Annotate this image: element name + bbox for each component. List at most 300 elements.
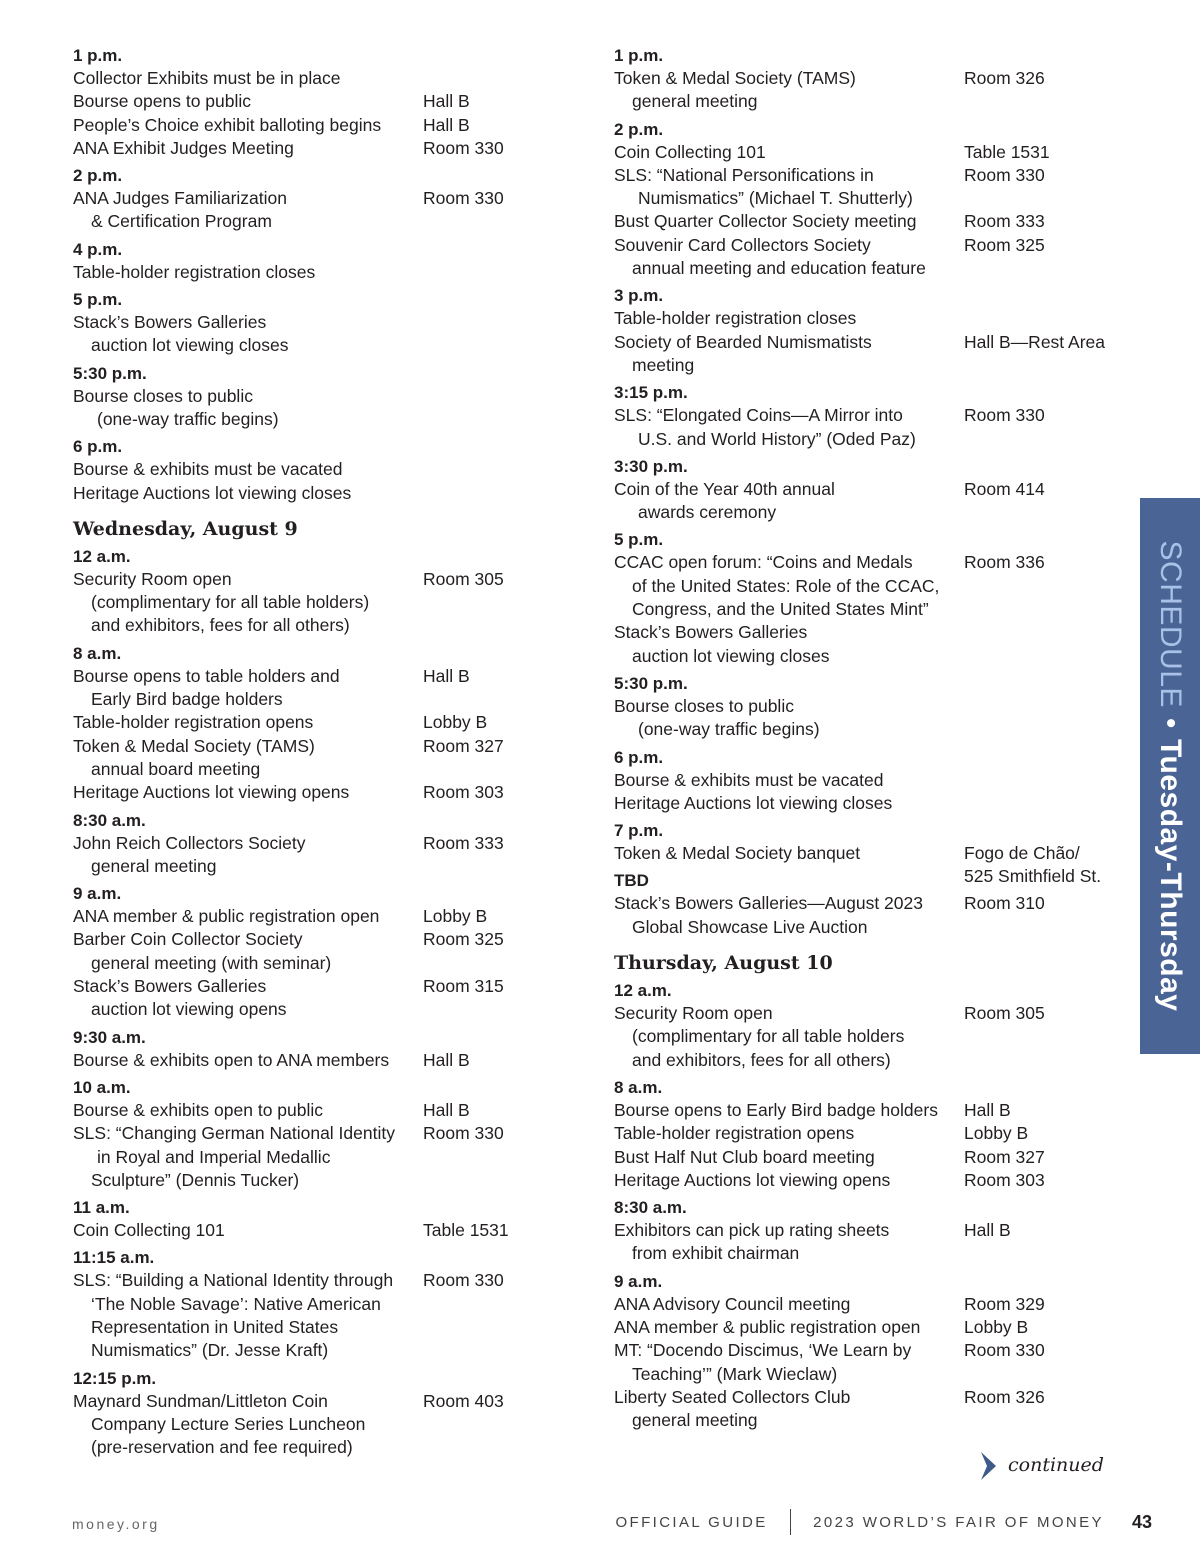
event-line: (one-way traffic begins) <box>97 408 279 429</box>
event-line: Bourse & exhibits open to ANA members <box>73 1049 390 1070</box>
footer-event: 2023 WORLD’S FAIR OF MONEY <box>813 1513 1104 1531</box>
event-line: auction lot viewing opens <box>91 999 287 1020</box>
event-line: Teaching’” (Mark Wieclaw) <box>632 1363 838 1384</box>
event-line: (pre-reservation and fee required) <box>91 1437 353 1458</box>
schedule-entry <box>73 568 543 638</box>
event-description <box>614 210 964 233</box>
event-description <box>73 905 423 928</box>
event-line: Congress, and the United States Mint” <box>632 599 929 620</box>
event-line: (complimentary for all table holders) <box>91 592 370 613</box>
time-heading: 2 p.m. <box>614 119 664 139</box>
schedule-entry <box>614 1099 1114 1122</box>
event-location <box>423 905 487 928</box>
schedule-entry <box>614 478 1114 525</box>
schedule-entry <box>73 311 543 358</box>
event-location <box>423 1219 509 1242</box>
event-line: MT: “Docendo Discimus, ‘We Learn by <box>614 1340 912 1361</box>
schedule-entry <box>614 792 1114 815</box>
event-line: ANA Exhibit Judges Meeting <box>73 137 294 158</box>
event-description <box>614 404 964 451</box>
event-line: Heritage Auctions lot viewing opens <box>614 1169 891 1190</box>
schedule-entry <box>614 1146 1114 1169</box>
event-description <box>73 261 423 284</box>
schedule-entry <box>73 665 543 712</box>
event-line: Token & Medal Society (TAMS) <box>73 735 315 756</box>
schedule-entry <box>73 1390 543 1460</box>
location-line: Lobby B <box>423 906 488 927</box>
location-line: Room 330 <box>964 164 1045 185</box>
event-line: Coin of the Year 40th annual <box>614 478 835 499</box>
event-location <box>964 1293 1045 1316</box>
event-line: (one-way traffic begins) <box>638 719 820 740</box>
event-line: Company Lecture Series Luncheon <box>91 1413 366 1434</box>
event-location <box>964 551 1045 574</box>
event-description <box>614 307 964 330</box>
chevron-right-icon <box>978 1450 1000 1482</box>
location-line: Hall B <box>423 665 470 686</box>
location-line: Lobby B <box>964 1123 1029 1144</box>
location-line: Hall B <box>423 1049 470 1070</box>
schedule-entry <box>614 404 1114 451</box>
schedule-entry <box>73 187 543 234</box>
event-line: annual board meeting <box>91 758 261 779</box>
event-location <box>423 928 504 951</box>
location-line: Room 336 <box>964 552 1045 573</box>
schedule-entry <box>614 307 1114 330</box>
event-line: CCAC open forum: “Coins and Medals <box>614 552 913 573</box>
event-location <box>423 735 504 758</box>
event-location <box>423 568 504 591</box>
event-description <box>73 1269 423 1362</box>
event-line: Coin Collecting 101 <box>73 1220 225 1241</box>
event-line: general meeting <box>632 1410 758 1431</box>
schedule-entry <box>73 458 543 481</box>
location-line: Hall B <box>423 1099 470 1120</box>
event-description <box>614 1122 964 1145</box>
event-location <box>423 1122 504 1145</box>
location-line: Table 1531 <box>423 1220 509 1241</box>
time-heading: 12 a.m. <box>73 546 131 566</box>
location-line: Room 327 <box>423 735 504 756</box>
event-line: auction lot viewing closes <box>91 335 289 356</box>
event-location <box>964 164 1045 187</box>
event-description <box>614 842 964 865</box>
schedule-entry <box>73 1049 543 1072</box>
event-description <box>73 711 423 734</box>
event-line: in Royal and Imperial Medallic <box>97 1146 331 1167</box>
location-line: Room 330 <box>423 188 504 209</box>
event-description <box>614 1293 964 1316</box>
event-line: Heritage Auctions lot viewing closes <box>614 792 893 813</box>
event-description <box>73 781 423 804</box>
section-tab-separator: • <box>1154 717 1187 729</box>
event-location <box>423 137 504 160</box>
event-location <box>964 1386 1045 1409</box>
location-line: Room 414 <box>964 478 1045 499</box>
footer-publication <box>615 1508 1152 1536</box>
event-line: Global Showcase Live Auction <box>632 916 868 937</box>
time-heading: 3:30 p.m. <box>614 456 688 476</box>
location-line: Room 315 <box>423 976 504 997</box>
location-line: Room 325 <box>964 234 1045 255</box>
event-description <box>73 1390 423 1460</box>
schedule-column-left <box>73 44 543 1459</box>
event-description <box>614 1339 964 1386</box>
event-description <box>614 478 964 525</box>
location-line: Room 330 <box>423 1270 504 1291</box>
footer-guide: OFFICIAL GUIDE <box>615 1513 768 1531</box>
event-line: Table-holder registration opens <box>73 712 314 733</box>
event-location <box>964 331 1105 354</box>
location-line: Room 305 <box>964 1003 1045 1024</box>
location-line: Room 330 <box>423 137 504 158</box>
schedule-entry <box>73 67 543 90</box>
location-line: Fogo de Chão/ <box>964 843 1080 864</box>
event-description <box>73 832 423 879</box>
location-line: Hall B—Rest Area <box>964 331 1106 352</box>
schedule-entry <box>614 892 1114 939</box>
event-line: Maynard Sundman/Littleton Coin <box>73 1390 328 1411</box>
location-line: Room 330 <box>964 405 1045 426</box>
location-line: Room 329 <box>964 1293 1045 1314</box>
schedule-entry <box>614 1386 1114 1433</box>
time-heading: 10 a.m. <box>73 1077 131 1097</box>
event-description <box>614 1169 964 1192</box>
location-line: Room 333 <box>964 211 1045 232</box>
event-line: general meeting <box>632 91 758 112</box>
event-description <box>614 1219 964 1266</box>
schedule-entry <box>614 210 1114 233</box>
event-line: Stack’s Bowers Galleries <box>73 312 267 333</box>
schedule-entry <box>73 114 543 137</box>
schedule-entry <box>73 482 543 505</box>
event-line: Bourse opens to Early Bird badge holders <box>614 1099 938 1120</box>
event-line: ANA member & public registration open <box>614 1316 921 1337</box>
event-location <box>423 1269 504 1292</box>
location-line: Table 1531 <box>964 141 1050 162</box>
event-description <box>73 975 423 1022</box>
section-tab-days: Tuesday-Thursday <box>1154 738 1187 1012</box>
schedule-entry <box>614 164 1114 211</box>
event-line: ANA Judges Familiarization <box>73 188 287 209</box>
location-line: 525 Smithfield St. <box>964 866 1102 887</box>
event-location <box>964 141 1050 164</box>
event-location <box>964 892 1045 915</box>
event-description <box>73 1049 423 1072</box>
event-location <box>964 842 1101 889</box>
event-description <box>73 735 423 782</box>
event-line: Bourse & exhibits must be vacated <box>614 769 884 790</box>
time-heading: 12 a.m. <box>614 981 672 1001</box>
time-heading: 8:30 a.m. <box>73 810 146 830</box>
time-heading: 2 p.m. <box>73 166 123 186</box>
schedule-entry <box>73 1122 543 1192</box>
schedule-entry <box>614 141 1114 164</box>
location-line: Room 330 <box>964 1340 1045 1361</box>
event-line: Token & Medal Society banquet <box>614 843 861 864</box>
event-line: awards ceremony <box>638 502 777 523</box>
location-line: Hall B <box>423 114 470 135</box>
event-line: annual meeting and education feature <box>632 258 926 279</box>
event-description <box>73 385 423 432</box>
event-line: SLS: “Elongated Coins—A Mirror into <box>614 405 903 426</box>
event-line: Liberty Seated Collectors Club <box>614 1386 851 1407</box>
event-line: auction lot viewing closes <box>632 645 830 666</box>
time-heading: 11:15 a.m. <box>73 1248 155 1268</box>
event-location <box>423 1099 470 1122</box>
location-line: Lobby B <box>964 1316 1029 1337</box>
schedule-entry <box>614 695 1114 742</box>
event-description <box>73 1122 423 1192</box>
time-heading: 9 a.m. <box>73 884 122 904</box>
event-line: Heritage Auctions lot viewing closes <box>73 482 352 503</box>
event-line: (complimentary for all table holders <box>632 1026 905 1047</box>
event-line: of the United States: Role of the CCAC, <box>632 575 940 596</box>
event-location <box>423 1049 470 1072</box>
event-location <box>423 665 470 688</box>
event-location <box>964 1316 1028 1339</box>
time-heading: 5 p.m. <box>614 530 664 550</box>
event-line: Bourse opens to table holders and <box>73 665 340 686</box>
event-description <box>73 114 423 137</box>
event-description <box>614 695 964 742</box>
event-description <box>73 187 423 234</box>
schedule-entry <box>614 1316 1114 1339</box>
event-description <box>614 1146 964 1169</box>
event-line: Token & Medal Society (TAMS) <box>614 68 856 88</box>
schedule-entry <box>73 975 543 1022</box>
event-line: ANA Advisory Council meeting <box>614 1293 851 1314</box>
schedule-entry <box>614 1339 1114 1386</box>
event-line: Table-holder registration closes <box>73 261 316 282</box>
event-line: U.S. and World History” (Oded Paz) <box>638 428 916 449</box>
event-location <box>964 404 1045 427</box>
continued-label: continued <box>1008 1454 1104 1476</box>
location-line: Hall B <box>964 1220 1011 1241</box>
location-line: Hall B <box>423 91 470 112</box>
schedule-entry <box>73 261 543 284</box>
event-description <box>614 1002 964 1072</box>
event-description <box>73 137 423 160</box>
location-line: Room 326 <box>964 68 1045 88</box>
event-line: from exhibit chairman <box>632 1243 800 1264</box>
event-line: John Reich Collectors Society <box>73 832 306 853</box>
time-heading: 9:30 a.m. <box>73 1027 146 1047</box>
time-heading: 8 a.m. <box>73 643 122 663</box>
time-heading: 6 p.m. <box>614 747 664 767</box>
event-description <box>614 621 964 668</box>
schedule-entry <box>73 137 543 160</box>
event-location <box>964 1339 1045 1362</box>
event-line: Stack’s Bowers Galleries <box>73 976 267 997</box>
event-description <box>73 311 423 358</box>
event-line: Heritage Auctions lot viewing opens <box>73 782 350 803</box>
section-tab-label <box>1153 541 1187 1012</box>
event-line: ‘The Noble Savage’: Native American <box>91 1293 381 1314</box>
event-line: Society of Bearded Numismatists <box>614 331 872 352</box>
time-heading: 11 a.m. <box>73 1198 130 1218</box>
time-heading: 5:30 p.m. <box>614 673 688 693</box>
event-description <box>73 67 423 90</box>
event-location <box>964 1122 1028 1145</box>
event-location <box>423 832 504 855</box>
time-heading: 8 a.m. <box>614 1077 663 1097</box>
event-line: Bourse & exhibits open to public <box>73 1099 324 1120</box>
time-heading: 9 a.m. <box>614 1271 663 1291</box>
event-line: Exhibitors can pick up rating sheets <box>614 1220 890 1241</box>
schedule-entry <box>614 1219 1114 1266</box>
schedule-entry <box>73 90 543 113</box>
event-location <box>423 187 504 210</box>
schedule-entry <box>614 1122 1114 1145</box>
event-line: Bourse closes to public <box>614 695 794 716</box>
schedule-entry <box>73 1219 543 1242</box>
event-line: SLS: “Building a National Identity through <box>73 1270 394 1291</box>
schedule-column-right <box>614 44 1114 1432</box>
footer-website: money.org <box>72 1516 160 1532</box>
schedule-entry <box>614 769 1114 792</box>
event-line: Bourse opens to public <box>73 91 252 112</box>
event-description <box>614 1386 964 1433</box>
schedule-entry <box>73 385 543 432</box>
event-location <box>964 67 1045 90</box>
time-heading: 6 p.m. <box>73 437 123 457</box>
event-line: and exhibitors, fees for all others) <box>91 615 350 636</box>
schedule-entry <box>614 331 1114 378</box>
event-line: Table-holder registration opens <box>614 1123 855 1144</box>
event-line: Security Room open <box>73 568 232 589</box>
event-location <box>423 90 470 113</box>
time-heading: 1 p.m. <box>73 46 123 65</box>
event-description <box>73 568 423 638</box>
time-heading: 4 p.m. <box>73 239 123 259</box>
event-line: Numismatics” (Dr. Jesse Kraft) <box>91 1340 329 1361</box>
time-heading: 5:30 p.m. <box>73 363 147 383</box>
event-location <box>964 478 1045 501</box>
location-line: Room 303 <box>964 1169 1045 1190</box>
location-line: Room 327 <box>964 1146 1045 1167</box>
time-heading: 7 p.m. <box>614 821 664 841</box>
schedule-entry <box>73 781 543 804</box>
event-description <box>614 892 964 939</box>
event-line: Sculpture” (Dennis Tucker) <box>91 1169 300 1190</box>
event-line: Barber Coin Collector Society <box>73 929 303 950</box>
day-heading: Wednesday, August 9 <box>73 517 298 540</box>
event-line: Coin Collecting 101 <box>614 141 766 162</box>
time-heading: TBD <box>614 871 649 891</box>
event-line: Souvenir Card Collectors Society <box>614 234 871 255</box>
location-line: Room 310 <box>964 893 1045 914</box>
footer-divider <box>790 1509 792 1535</box>
event-line: and exhibitors, fees for all others) <box>632 1049 891 1070</box>
event-location <box>964 1146 1045 1169</box>
event-line: Bust Quarter Collector Society meeting <box>614 211 917 232</box>
event-location <box>964 1219 1011 1242</box>
schedule-entry <box>614 67 1114 114</box>
event-location <box>423 114 470 137</box>
event-line: Security Room open <box>614 1003 773 1024</box>
event-description <box>73 90 423 113</box>
event-line: general meeting <box>91 855 217 876</box>
time-heading: 8:30 a.m. <box>614 1198 687 1218</box>
schedule-entry <box>73 1099 543 1122</box>
event-line: Numismatics” (Michael T. Shutterly) <box>638 188 913 209</box>
event-location <box>423 711 487 734</box>
event-line: Stack’s Bowers Galleries <box>614 622 808 643</box>
schedule-entry <box>614 1002 1114 1072</box>
event-description <box>614 141 964 164</box>
schedule-entry <box>73 1269 543 1362</box>
location-line: Room 325 <box>423 929 504 950</box>
event-description <box>614 164 964 211</box>
event-description <box>614 67 964 114</box>
event-line: Collector Exhibits must be in place <box>73 68 341 88</box>
location-line: Room 326 <box>964 1386 1045 1407</box>
event-location <box>964 210 1045 233</box>
event-line: Bourse & exhibits must be vacated <box>73 459 343 480</box>
event-location <box>423 975 504 998</box>
event-description <box>73 1219 423 1242</box>
schedule-entry <box>73 735 543 782</box>
location-line: Room 303 <box>423 782 504 803</box>
event-line: general meeting (with seminar) <box>91 952 332 973</box>
event-location <box>423 1390 504 1413</box>
time-heading: 3:15 p.m. <box>614 383 688 403</box>
event-description <box>614 331 964 378</box>
event-line: Representation in United States <box>91 1316 339 1337</box>
event-description <box>614 551 964 621</box>
location-line: Room 403 <box>423 1390 504 1411</box>
event-line: People’s Choice exhibit balloting begins <box>73 114 382 135</box>
event-description <box>614 792 964 815</box>
event-line: Bust Half Nut Club board meeting <box>614 1146 875 1167</box>
time-heading: 3 p.m. <box>614 286 664 306</box>
time-heading: 1 p.m. <box>614 46 664 65</box>
event-description <box>614 234 964 281</box>
schedule-entry <box>73 832 543 879</box>
continued-indicator <box>978 1450 1104 1480</box>
event-description <box>614 769 964 792</box>
schedule-entry <box>614 1169 1114 1192</box>
event-line: ANA member & public registration open <box>73 906 380 927</box>
location-line: Lobby B <box>423 712 488 733</box>
page-number: 43 <box>1131 1511 1152 1532</box>
location-line: Room 333 <box>423 832 504 853</box>
location-line: Hall B <box>964 1099 1011 1120</box>
event-description <box>614 1316 964 1339</box>
schedule-entry <box>614 1293 1114 1316</box>
event-line: Table-holder registration closes <box>614 308 857 329</box>
event-line: SLS: “National Personifications in <box>614 164 874 185</box>
section-tab-section: SCHEDULE <box>1154 540 1187 708</box>
event-description <box>614 1099 964 1122</box>
event-description <box>73 482 423 505</box>
day-heading: Thursday, August 10 <box>614 952 833 975</box>
event-location <box>964 234 1045 257</box>
event-line: Bourse closes to public <box>73 385 253 406</box>
location-line: Room 330 <box>423 1123 504 1144</box>
event-line: Stack’s Bowers Galleries—August 2023 <box>614 893 923 914</box>
event-description <box>73 1099 423 1122</box>
location-line: Room 305 <box>423 568 504 589</box>
time-heading: 5 p.m. <box>73 290 123 310</box>
schedule-entry <box>73 711 543 734</box>
time-heading: 12:15 p.m. <box>73 1368 157 1388</box>
event-description <box>73 928 423 975</box>
event-line: Early Bird badge holders <box>91 689 283 710</box>
schedule-entry <box>614 234 1114 281</box>
event-location <box>964 1169 1045 1192</box>
